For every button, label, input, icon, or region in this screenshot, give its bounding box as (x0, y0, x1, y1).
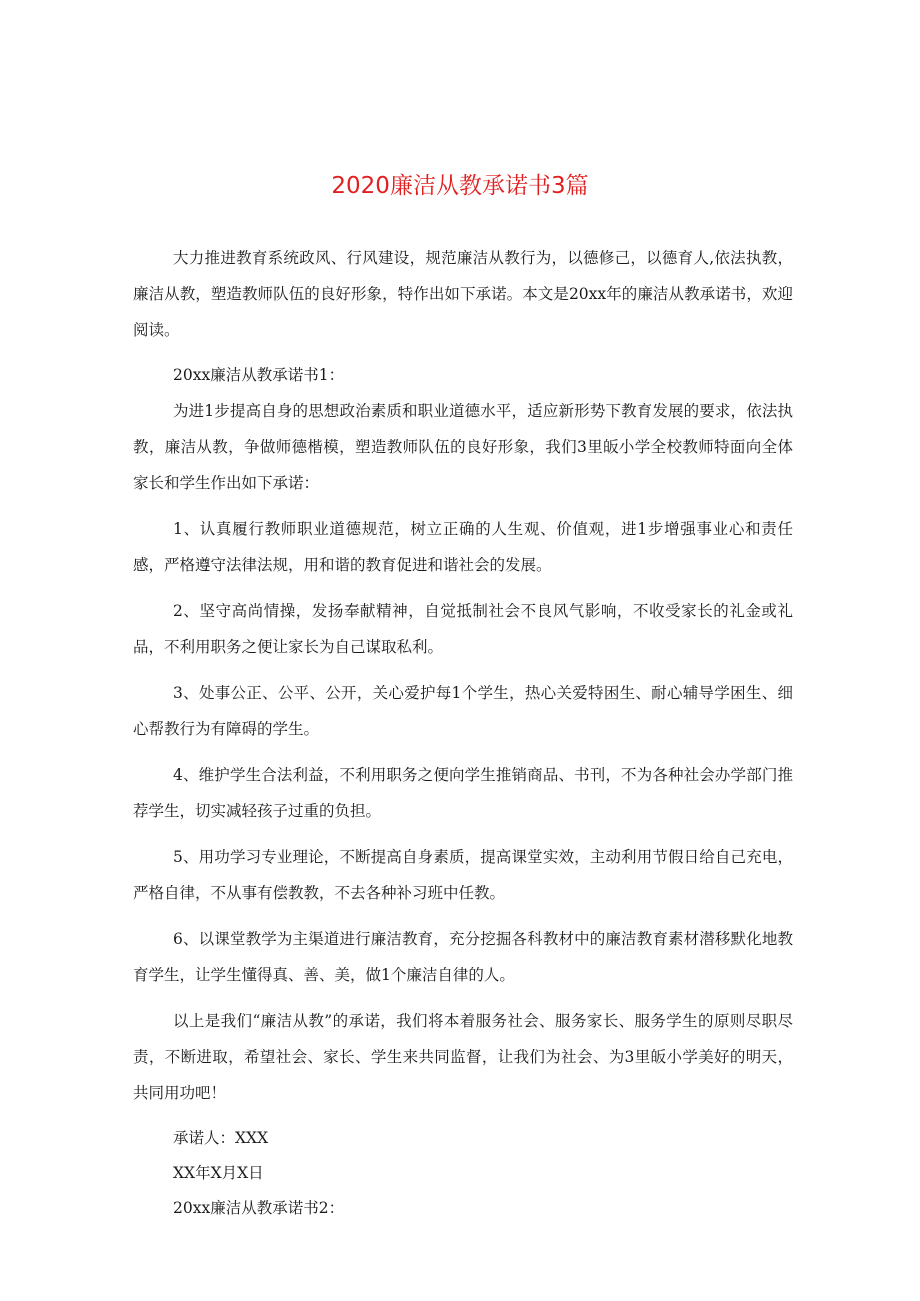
commitment-item-3: 3、处事公正、公平、公开，关心爱护每1个学生，热心关爱特困生、耐心辅导学困生、细心帮教行为有障碍的学生。 (133, 684, 793, 738)
commitment-item-4: 4、维护学生合法利益，不利用职务之便向学生推销商品、书刊，不为各种社会办学部门推荐学生，切实减轻孩子过重的负担。 (133, 766, 793, 820)
commitment-item-6: 6、以课堂教学为主渠道进行廉洁教育，充分挖掘各科教材中的廉洁教育素材潜移默化地教育学生，让学生懂得真、善、美，做1个廉洁自律的人。 (133, 930, 793, 984)
commitment-item-2: 2、坚守高尚情操，发扬奉献精神，自觉抵制社会不良风气影响，不收受家长的礼金或礼品，不利用职务之便让家长为自己谋取私利。 (133, 602, 793, 656)
section-1-lead-paragraph: 为进1步提高自身的思想政治素质和职业道德水平，适应新形势下教育发展的要求，依法执教，廉洁从教，争做师德楷模，塑造教师队伍的良好形象，我们3里皈小学全校教师特面向全体家长和学生作出如下承诺： (133, 402, 793, 492)
document-title: 2020廉洁从教承诺书3篇 (331, 173, 589, 199)
section-1-heading: 20xx廉洁从教承诺书1： (173, 366, 345, 384)
closing-paragraph: 以上是我们“廉洁从教”的承诺，我们将本着服务社会、服务家长、服务学生的原则尽职尽责，不断进取，希望社会、家长、学生来共同监督，让我们为社会、为3里皈小学美好的明天，共同用功吧！ (133, 1012, 793, 1102)
document-body (133, 240, 793, 1226)
signer-line: 承诺人：XXX (173, 1129, 269, 1147)
section-2-heading: 20xx廉洁从教承诺书2： (173, 1199, 345, 1217)
date-line: XX年X月X日 (173, 1164, 264, 1182)
commitment-item-1: 1、认真履行教师职业道德规范，树立正确的人生观、价值观，进1步增强事业心和责任感，严格遵守法律法规，用和谐的教育促进和谐社会的发展。 (133, 520, 793, 574)
commitment-item-5: 5、用功学习专业理论，不断提高自身素质，提高课堂实效，主动利用节假日给自己充电，严格自律，不从事有偿教教，不去各种补习班中任教。 (133, 848, 793, 902)
intro-paragraph: 大力推进教育系统政风、行风建设，规范廉洁从教行为，以德修己，以德育人,依法执教，廉洁从教，塑造教师队伍的良好形象，特作出如下承诺。本文是20xx年的廉洁从教承诺书，欢迎阅读。 (133, 249, 793, 339)
